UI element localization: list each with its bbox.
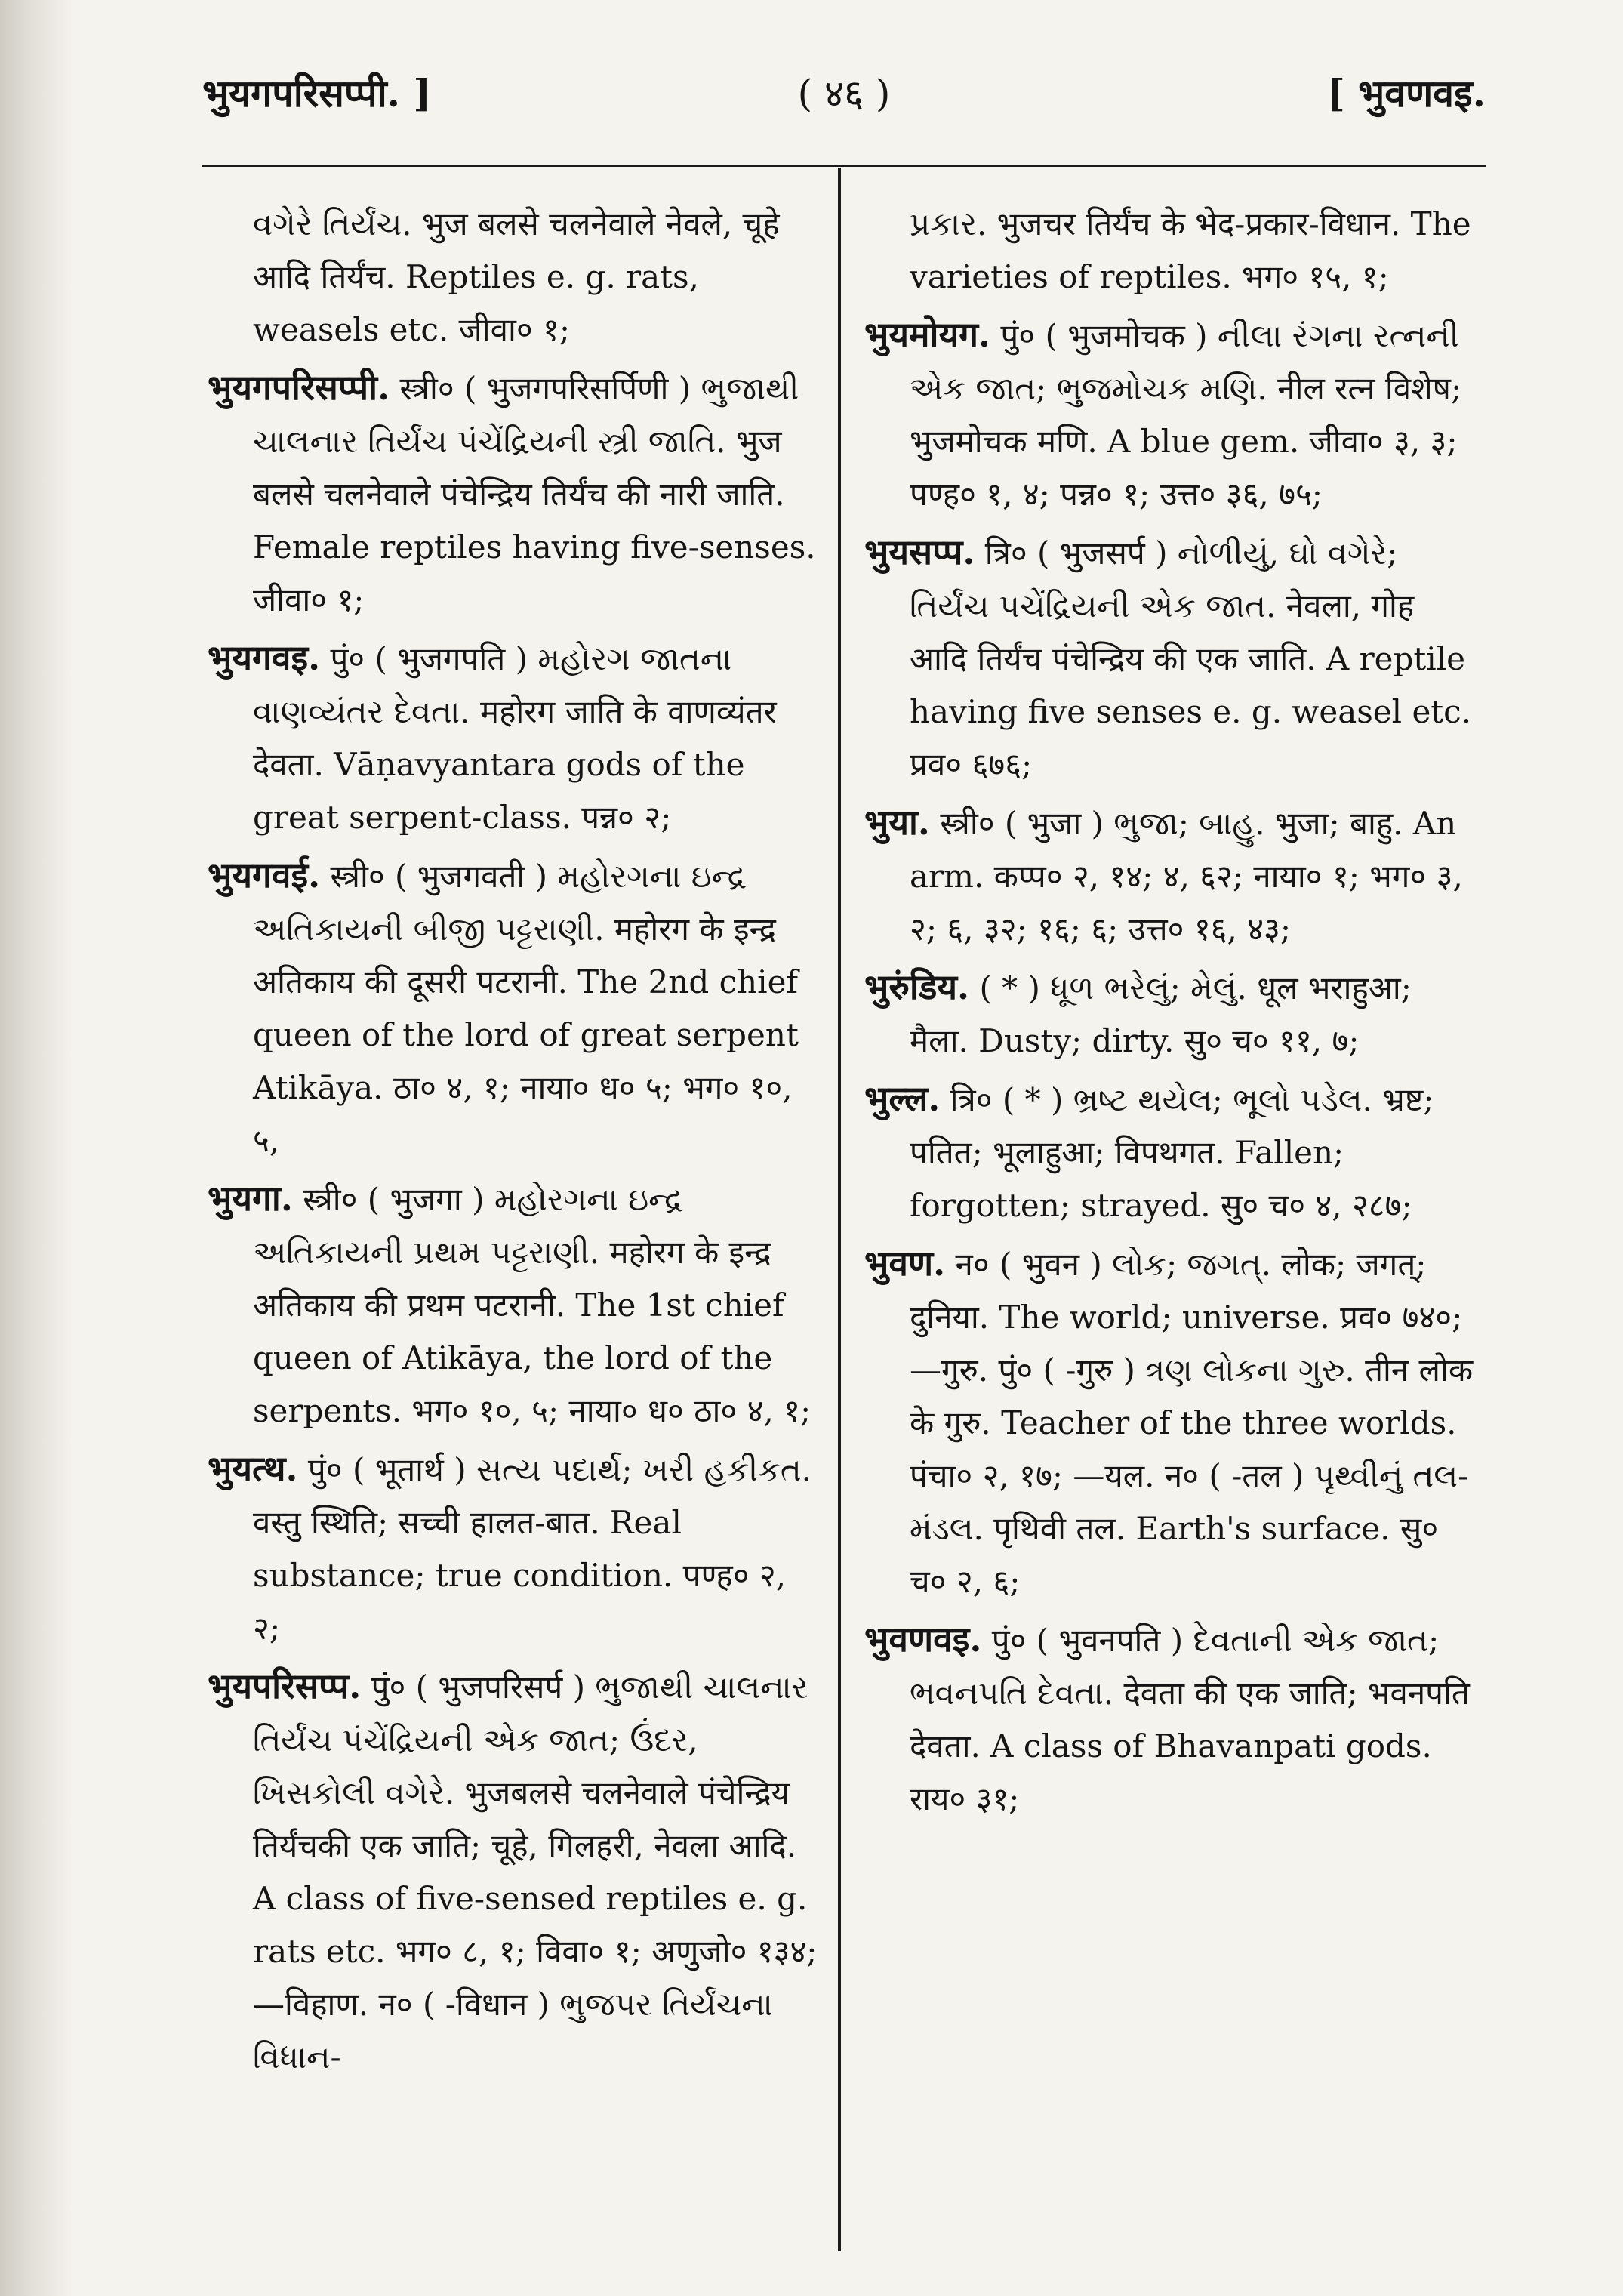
entry-definition: स्त्री० ( भुजगा ) મહોરગના ઇન્દ્ર અતિકાયની પ્રથમ પટ્ટરાણી. महोरग के इन्द्र अतिकाय की प्रथम पटरानी. The 1st chief queen of Atikāya, the lord of the serpents. भग० १०, ५; नाया० ध० ठा० ४, १; — [253, 1181, 812, 1429]
dictionary-entry — [864, 960, 1478, 1068]
dictionary-entry — [208, 631, 818, 844]
entry-headword: भुयगा. — [208, 1178, 293, 1219]
entry-definition: न० ( भुवन ) લોક; જગત્. लोक; जगत्; दुनिया. The world; universe. प्रव० ७४०; —गुरु. पुं० ( -गुरु ) ત્રણ લોકના ગુરુ. तीन लोक के गुरु. Teacher of the three worlds. पंचा० २, १७; —यल. न० ( -तल ) પૃથ્વીનું તલ-મંડલ. पृथिवी तल. Earth's surface. सु० च० २, ६; — [910, 1246, 1474, 1600]
entry-headword: भुयगपरिसप्पी. — [208, 367, 390, 408]
entry-headword: भुयमोयग. — [864, 314, 991, 355]
entry-headword: भुयपरिसप्प. — [208, 1666, 362, 1706]
dictionary-entry — [208, 849, 818, 1167]
scanned-page-edge — [0, 0, 72, 2296]
entry-headword: भुल्ल. — [864, 1078, 941, 1119]
entry-headword: भुवणवइ. — [864, 1619, 982, 1660]
continued-entry: પ્રકાર. भुजचर तिर्यंच के भेद-प्रकार-विधान. The varieties of reptiles. भग० १५, १; — [910, 205, 1471, 295]
entry-headword: भुया. — [864, 802, 930, 843]
header-first-word: भुयगपरिसप्पी. ] — [202, 71, 432, 116]
entry-definition: ( * ) ધૂળ ભરેલું; મેલું. धूल भराहुआ; मैला. Dusty; dirty. सु० च० ११, ७; — [910, 969, 1412, 1059]
header-last-word: [ भुवणवइ. — [1327, 71, 1486, 116]
dictionary-entry — [864, 1613, 1478, 1826]
dictionary-entry — [864, 1237, 1478, 1608]
header-rule — [202, 165, 1486, 167]
page-number: ( ४६ ) — [797, 72, 891, 116]
entry-headword: भुयसप्प. — [864, 532, 975, 572]
entry-definition: स्त्री० ( भुजगवती ) મહોરગના ઇન્દ્ર અતિકાયની બીજી પટ્ટરાણી. महोरग के इन्द्र अतिकाय की दूसरी पटरानी. The 2nd chief queen of the lord of great serpent Atikāya. ठा० ४, १; नाया० ध० ५; भग० १०, ५, — [253, 858, 799, 1159]
entry-headword: भुरुंडिय. — [864, 966, 970, 1007]
dictionary-entry — [208, 361, 818, 627]
continued-entry: વગેરે તિર્યંચ. भुज बलसे चलनेवाले नेवले, चूहे आदि तिर्यंच. Reptiles e. g. rats, weasels etc. जीवा० १; — [253, 205, 780, 348]
entry-headword: भुयगवइ. — [208, 637, 321, 678]
entry-definition: पुं० ( भुजगपति ) મહોરગ જાતના વાણવ્યંતર દેવતા. महोरग जाति के वाणव्यंतर देवता. Vāṇavyantara gods of the great serpent-class. पन्न० २; — [253, 640, 777, 836]
dictionary-entry — [864, 525, 1478, 791]
entry-definition: पुं० ( भुवनपति ) દેવતાની એક જાત; ભવનપતિ દેવતા. देवता की एक जाति; भवनपति देवता. A class of Bhavanpati gods. राय० ३१; — [910, 1622, 1470, 1817]
entry-definition: त्रि० ( * ) ભ્રષ્ટ થયેલ; ભૂલો પડેલ. भ्रष्ट; पतित; भूलाहुआ; विपथगत. Fallen; forgotten; strayed. सु० च० ४, २८७; — [910, 1081, 1434, 1224]
dictionary-entry — [864, 796, 1478, 956]
entry-headword: भुयत्थ. — [208, 1448, 298, 1489]
dictionary-entry — [864, 1072, 1478, 1232]
column-divider — [838, 168, 841, 2251]
dictionary-entry — [208, 1660, 818, 2084]
entry-definition: पुं० ( भुजपरिसर्प ) ભુજાથી ચાલનાર તિર્યંચ પંચેંદ્રિયની એક જાત; ઉંદર, ખિસકોલી વગેરે. भुजबलसे चलनेवाले पंचेन्द्रिय तिर्यंचकी एक जाति; चूहे, गिलहरी, नेवला आदि. A class of five-sensed reptiles e. g. rats etc. भग० ८, १; विवा० १; अणुजो० १३४; —विहाण. न० ( -विधान ) ભુજપર તિર્યંચના વિધાન- — [253, 1669, 818, 2076]
running-header — [202, 66, 1486, 119]
entry-definition: स्त्री० ( भुजगपरिसर्पिणी ) ભુજાથી ચાલનાર તિર્યંચ પંચેંદ્રિયની સ્ત્રી જાતિ. भुज बलसे चलनेवाले पंचेन्द्रिय तिर्यंच की नारी जाति. Female reptiles having five-senses. जीवा० १; — [253, 370, 816, 618]
entry-definition: पुं० ( भूतार्थ ) સત્ય પદાર્થ; ખરી હકીકત. वस्तु स्थिति; सच्ची हालत-बात. Real substance; true condition. पण्ह० २, २; — [253, 1451, 812, 1647]
left-column — [208, 198, 818, 2088]
dictionary-entry — [208, 1442, 818, 1655]
dictionary-entry — [864, 308, 1478, 521]
entry-definition: त्रि० ( भुजसर्प ) નોળીયું, ઘો વગેરે; તિર્યંચ પચેંદ્રિયની એક જાત. नेवला, गोह आदि तिर्यंच पंचेन्द्रिय की एक जाति. A reptile having five senses e. g. weasel etc. प्रव० ६७६; — [910, 535, 1472, 783]
entry-headword: भुवण. — [864, 1243, 946, 1284]
entry-headword: भुयगवई. — [208, 855, 321, 895]
entry-definition: स्त्री० ( भुजा ) ભુજા; બાહુ. भुजा; बाहु. An arm. कप्प० २, १४; ४, ६२; नाया० १; भग० ३, २; ६, ३२; १६; ६; उत्त० १६, ४३; — [910, 805, 1463, 948]
right-column — [864, 198, 1478, 1830]
dictionary-entry — [208, 1172, 818, 1438]
entry-definition: पुं० ( भुजमोचक ) નીલા રંગના રત્નની એક જાત; ભુજમોચક મણિ. नील रत्न विशेष; भुजमोचक मणि. A blue gem. जीवा० ३, ३; पण्ह० १, ४; पन्न० १; उत्त० ३६, ७५; — [910, 317, 1462, 513]
